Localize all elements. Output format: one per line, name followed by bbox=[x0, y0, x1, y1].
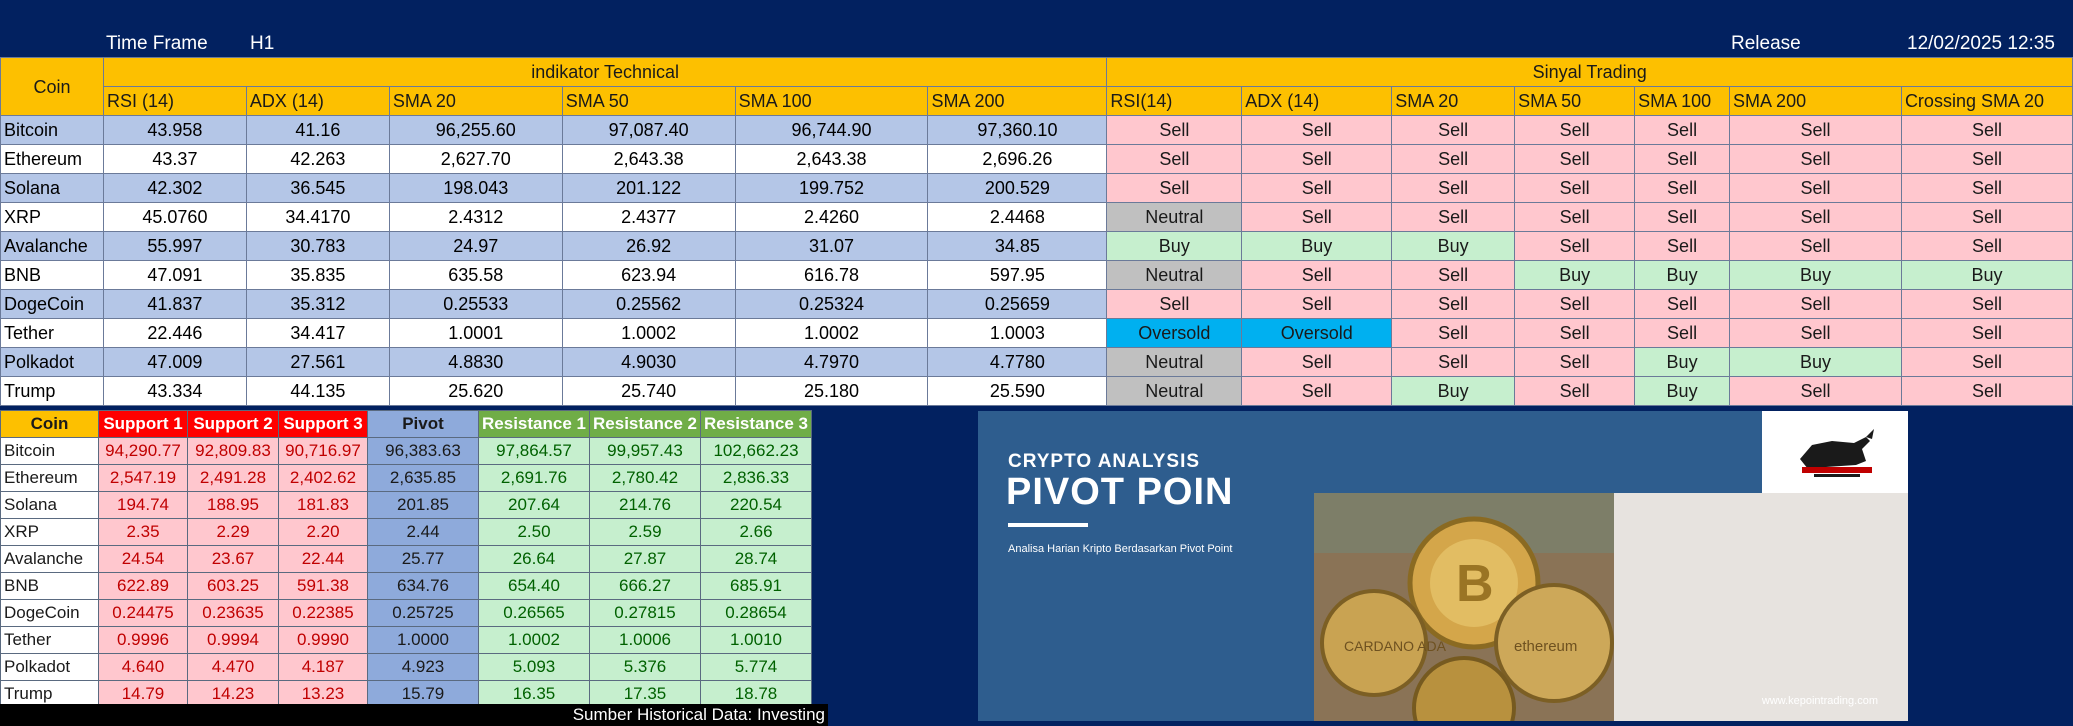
indicator-value-cell: 47.009 bbox=[103, 348, 246, 377]
coin-name-cell: Solana bbox=[1, 174, 104, 203]
signal-cell: Sell bbox=[1242, 203, 1392, 232]
resistance-cell: 5.376 bbox=[590, 654, 701, 681]
pivot-coin-cell: Bitcoin bbox=[1, 438, 99, 465]
signal-cell: Sell bbox=[1242, 290, 1392, 319]
table-row bbox=[1, 174, 2073, 203]
signal-cell: Sell bbox=[1730, 145, 1902, 174]
support-cell: 0.9990 bbox=[279, 627, 368, 654]
support-cell: 188.95 bbox=[188, 492, 279, 519]
support-cell: 181.83 bbox=[279, 492, 368, 519]
support-cell: 0.9996 bbox=[99, 627, 188, 654]
signal-cell: Sell bbox=[1515, 377, 1635, 406]
signal-cell: Sell bbox=[1392, 319, 1515, 348]
indicator-value-cell: 26.92 bbox=[562, 232, 735, 261]
signal-cell: Buy bbox=[1901, 261, 2072, 290]
indicator-value-cell: 25.590 bbox=[928, 377, 1107, 406]
resistance-cell: 685.91 bbox=[701, 573, 812, 600]
support-cell: 4.640 bbox=[99, 654, 188, 681]
crypto-analysis-banner bbox=[978, 411, 1908, 721]
signal-cell: Sell bbox=[1392, 348, 1515, 377]
indicator-value-cell: 34.4170 bbox=[246, 203, 389, 232]
release-value: 12/02/2025 12:35 bbox=[1907, 33, 2055, 54]
indicator-value-cell: 30.783 bbox=[246, 232, 389, 261]
signal-cell: Sell bbox=[1730, 290, 1902, 319]
column-header: SMA 50 bbox=[562, 87, 735, 116]
signal-cell: Sell bbox=[1515, 290, 1635, 319]
table-row bbox=[1, 290, 2073, 319]
signal-cell: Sell bbox=[1392, 174, 1515, 203]
signal-cell: Buy bbox=[1242, 232, 1392, 261]
resistance-cell: 2,836.33 bbox=[701, 465, 812, 492]
support-cell: 194.74 bbox=[99, 492, 188, 519]
pivot-cell: 2.44 bbox=[368, 519, 479, 546]
signal-cell: Sell bbox=[1635, 319, 1730, 348]
svg-text:B: B bbox=[1456, 555, 1494, 613]
signal-cell: Sell bbox=[1515, 203, 1635, 232]
signal-cell: Sell bbox=[1107, 145, 1242, 174]
indicator-value-cell: 31.07 bbox=[735, 232, 928, 261]
signal-cell: Buy bbox=[1730, 261, 1902, 290]
timeframe-label: Time Frame bbox=[106, 33, 208, 54]
timeframe-value: H1 bbox=[250, 33, 275, 54]
table-row bbox=[1, 261, 2073, 290]
signal-group-header: Sinyal Trading bbox=[1107, 58, 2073, 87]
signal-cell: Sell bbox=[1107, 290, 1242, 319]
support-cell: 603.25 bbox=[188, 573, 279, 600]
signal-cell: Sell bbox=[1730, 377, 1902, 406]
signal-cell: Neutral bbox=[1107, 261, 1242, 290]
pivot-row bbox=[1, 465, 812, 492]
indicator-value-cell: 2.4377 bbox=[562, 203, 735, 232]
banner-subtitle: CRYPTO ANALYSIS bbox=[1008, 451, 1201, 472]
signal-cell: Buy bbox=[1635, 348, 1730, 377]
indicator-value-cell: 2,643.38 bbox=[562, 145, 735, 174]
signal-cell: Sell bbox=[1242, 348, 1392, 377]
resistance-cell: 28.74 bbox=[701, 546, 812, 573]
signal-cell: Sell bbox=[1107, 174, 1242, 203]
resistance-cell: 220.54 bbox=[701, 492, 812, 519]
signal-cell: Buy bbox=[1515, 261, 1635, 290]
pivot-cell: 0.25725 bbox=[368, 600, 479, 627]
support-cell: 2.29 bbox=[188, 519, 279, 546]
pivot-cell: 25.77 bbox=[368, 546, 479, 573]
table-row bbox=[1, 348, 2073, 377]
resistance-cell: 99,957.43 bbox=[590, 438, 701, 465]
signal-cell: Sell bbox=[1392, 145, 1515, 174]
signal-cell: Oversold bbox=[1242, 319, 1392, 348]
signal-cell: Sell bbox=[1515, 116, 1635, 145]
indicator-value-cell: 43.334 bbox=[103, 377, 246, 406]
indicator-value-cell: 1.0002 bbox=[735, 319, 928, 348]
column-header: SMA 20 bbox=[1392, 87, 1515, 116]
signal-cell: Sell bbox=[1392, 290, 1515, 319]
pivot-cell: 4.923 bbox=[368, 654, 479, 681]
resistance-cell: 1.0006 bbox=[590, 627, 701, 654]
support-cell: 94,290.77 bbox=[99, 438, 188, 465]
indicator-value-cell: 0.25324 bbox=[735, 290, 928, 319]
support-cell: 4.470 bbox=[188, 654, 279, 681]
indicator-value-cell: 41.837 bbox=[103, 290, 246, 319]
indicator-value-cell: 0.25562 bbox=[562, 290, 735, 319]
pivot-cell: 201.85 bbox=[368, 492, 479, 519]
resistance-cell: 2,691.76 bbox=[479, 465, 590, 492]
indicator-value-cell: 43.958 bbox=[103, 116, 246, 145]
indicator-value-cell: 2.4260 bbox=[735, 203, 928, 232]
signal-cell: Sell bbox=[1392, 261, 1515, 290]
indicator-value-cell: 4.7780 bbox=[928, 348, 1107, 377]
resistance-cell: 5.093 bbox=[479, 654, 590, 681]
support-cell: 23.67 bbox=[188, 546, 279, 573]
resistance-cell: 17.35 bbox=[590, 681, 701, 708]
pivot-coin-cell: Tether bbox=[1, 627, 99, 654]
coin-name-cell: Tether bbox=[1, 319, 104, 348]
pivot-header-support-1: Support 1 bbox=[99, 411, 188, 438]
support-cell: 622.89 bbox=[99, 573, 188, 600]
signal-cell: Sell bbox=[1730, 232, 1902, 261]
signal-cell: Buy bbox=[1392, 377, 1515, 406]
table-row bbox=[1, 116, 2073, 145]
pivot-coin-cell: Avalanche bbox=[1, 546, 99, 573]
resistance-cell: 97,864.57 bbox=[479, 438, 590, 465]
coins-photo bbox=[1314, 493, 1614, 721]
signal-cell: Sell bbox=[1242, 261, 1392, 290]
signal-cell: Sell bbox=[1515, 232, 1635, 261]
signal-cell: Sell bbox=[1107, 116, 1242, 145]
pivot-row bbox=[1, 519, 812, 546]
support-cell: 13.23 bbox=[279, 681, 368, 708]
support-cell: 0.23635 bbox=[188, 600, 279, 627]
signal-cell: Sell bbox=[1392, 116, 1515, 145]
pivot-row bbox=[1, 492, 812, 519]
support-cell: 0.24475 bbox=[99, 600, 188, 627]
column-header: SMA 20 bbox=[389, 87, 562, 116]
signal-cell: Buy bbox=[1730, 348, 1902, 377]
pivot-cell: 2,635.85 bbox=[368, 465, 479, 492]
indicator-value-cell: 36.545 bbox=[246, 174, 389, 203]
coin-name-cell: Ethereum bbox=[1, 145, 104, 174]
signal-cell: Neutral bbox=[1107, 377, 1242, 406]
release-label: Release bbox=[1731, 33, 1801, 54]
banner-url: www.kepointrading.com bbox=[1761, 695, 1878, 707]
support-cell: 2,402.62 bbox=[279, 465, 368, 492]
support-cell: 90,716.97 bbox=[279, 438, 368, 465]
column-header: SMA 100 bbox=[1635, 87, 1730, 116]
coins-illustration bbox=[1314, 493, 1614, 721]
indicator-value-cell: 199.752 bbox=[735, 174, 928, 203]
pivot-header-support-3: Support 3 bbox=[279, 411, 368, 438]
support-cell: 14.23 bbox=[188, 681, 279, 708]
pivot-coin-cell: Ethereum bbox=[1, 465, 99, 492]
indicator-value-cell: 41.16 bbox=[246, 116, 389, 145]
signal-cell: Sell bbox=[1730, 174, 1902, 203]
resistance-cell: 2.59 bbox=[590, 519, 701, 546]
indicator-value-cell: 198.043 bbox=[389, 174, 562, 203]
indicator-value-cell: 25.180 bbox=[735, 377, 928, 406]
indicator-value-cell: 42.302 bbox=[103, 174, 246, 203]
pivot-cell: 96,383.63 bbox=[368, 438, 479, 465]
indicator-value-cell: 35.835 bbox=[246, 261, 389, 290]
signal-cell: Sell bbox=[1635, 290, 1730, 319]
signal-cell: Sell bbox=[1901, 174, 2072, 203]
pivot-row bbox=[1, 438, 812, 465]
pivot-header-resistance-3: Resistance 3 bbox=[701, 411, 812, 438]
indicator-value-cell: 4.7970 bbox=[735, 348, 928, 377]
pivot-row bbox=[1, 654, 812, 681]
indicator-value-cell: 34.85 bbox=[928, 232, 1107, 261]
signal-cell: Neutral bbox=[1107, 348, 1242, 377]
signal-cell: Sell bbox=[1515, 145, 1635, 174]
signal-cell: Sell bbox=[1635, 232, 1730, 261]
support-cell: 92,809.83 bbox=[188, 438, 279, 465]
indicator-table bbox=[0, 57, 2073, 406]
pivot-coin-cell: Polkadot bbox=[1, 654, 99, 681]
brand-logo bbox=[1762, 411, 1908, 493]
coin-name-cell: BNB bbox=[1, 261, 104, 290]
support-cell: 14.79 bbox=[99, 681, 188, 708]
resistance-cell: 26.64 bbox=[479, 546, 590, 573]
banner-divider bbox=[1008, 523, 1088, 527]
resistance-cell: 2.66 bbox=[701, 519, 812, 546]
pivot-table bbox=[0, 410, 812, 708]
signal-cell: Sell bbox=[1515, 348, 1635, 377]
pivot-header-resistance-2: Resistance 2 bbox=[590, 411, 701, 438]
indicator-value-cell: 200.529 bbox=[928, 174, 1107, 203]
resistance-cell: 666.27 bbox=[590, 573, 701, 600]
support-cell: 0.9994 bbox=[188, 627, 279, 654]
pivot-cell: 15.79 bbox=[368, 681, 479, 708]
signal-cell: Sell bbox=[1515, 319, 1635, 348]
signal-cell: Buy bbox=[1635, 377, 1730, 406]
signal-cell: Sell bbox=[1901, 348, 2072, 377]
pivot-coin-cell: Solana bbox=[1, 492, 99, 519]
signal-cell: Sell bbox=[1901, 203, 2072, 232]
indicator-value-cell: 623.94 bbox=[562, 261, 735, 290]
column-header: SMA 200 bbox=[1730, 87, 1902, 116]
support-cell: 24.54 bbox=[99, 546, 188, 573]
signal-cell: Sell bbox=[1392, 203, 1515, 232]
signal-cell: Sell bbox=[1242, 377, 1392, 406]
indicator-value-cell: 47.091 bbox=[103, 261, 246, 290]
indicator-value-cell: 2,643.38 bbox=[735, 145, 928, 174]
indicator-value-cell: 97,360.10 bbox=[928, 116, 1107, 145]
banner-title: PIVOT POIN bbox=[1006, 471, 1234, 513]
signal-cell: Sell bbox=[1901, 377, 2072, 406]
source-note-text: Sumber Historical Data: Investing bbox=[572, 705, 825, 724]
signal-cell: Buy bbox=[1392, 232, 1515, 261]
indicator-value-cell: 96,744.90 bbox=[735, 116, 928, 145]
pivot-header-pivot: Pivot bbox=[368, 411, 479, 438]
coin-name-cell: DogeCoin bbox=[1, 290, 104, 319]
column-header: ADX (14) bbox=[246, 87, 389, 116]
signal-cell: Sell bbox=[1635, 203, 1730, 232]
resistance-cell: 1.0010 bbox=[701, 627, 812, 654]
signal-cell: Sell bbox=[1242, 174, 1392, 203]
indicator-value-cell: 2.4312 bbox=[389, 203, 562, 232]
table-row bbox=[1, 377, 2073, 406]
pivot-row bbox=[1, 573, 812, 600]
signal-cell: Sell bbox=[1730, 319, 1902, 348]
table-row bbox=[1, 145, 2073, 174]
column-header: RSI (14) bbox=[103, 87, 246, 116]
source-note bbox=[0, 704, 828, 726]
support-cell: 2,491.28 bbox=[188, 465, 279, 492]
resistance-cell: 2,780.42 bbox=[590, 465, 701, 492]
signal-cell: Sell bbox=[1901, 145, 2072, 174]
bull-logo-icon bbox=[1762, 411, 1908, 493]
indicator-value-cell: 96,255.60 bbox=[389, 116, 562, 145]
signal-cell: Sell bbox=[1901, 319, 2072, 348]
indicator-value-cell: 0.25659 bbox=[928, 290, 1107, 319]
indicator-value-cell: 1.0003 bbox=[928, 319, 1107, 348]
resistance-cell: 0.26565 bbox=[479, 600, 590, 627]
indicator-value-cell: 45.0760 bbox=[103, 203, 246, 232]
indicator-value-cell: 25.620 bbox=[389, 377, 562, 406]
resistance-cell: 207.64 bbox=[479, 492, 590, 519]
resistance-cell: 5.774 bbox=[701, 654, 812, 681]
support-cell: 22.44 bbox=[279, 546, 368, 573]
resistance-cell: 102,662.23 bbox=[701, 438, 812, 465]
pivot-cell: 634.76 bbox=[368, 573, 479, 600]
pivot-header-coin: Coin bbox=[1, 411, 99, 438]
support-cell: 4.187 bbox=[279, 654, 368, 681]
column-header: RSI(14) bbox=[1107, 87, 1242, 116]
indicator-value-cell: 34.417 bbox=[246, 319, 389, 348]
indicator-value-cell: 4.8830 bbox=[389, 348, 562, 377]
column-header: SMA 50 bbox=[1515, 87, 1635, 116]
indicator-value-cell: 27.561 bbox=[246, 348, 389, 377]
support-cell: 0.22385 bbox=[279, 600, 368, 627]
indicator-value-cell: 2.4468 bbox=[928, 203, 1107, 232]
pivot-cell: 1.0000 bbox=[368, 627, 479, 654]
resistance-cell: 1.0002 bbox=[479, 627, 590, 654]
indicator-value-cell: 55.997 bbox=[103, 232, 246, 261]
table-row bbox=[1, 319, 2073, 348]
coin-label-ada: CARDANO ADA bbox=[1344, 638, 1446, 654]
support-cell: 2.35 bbox=[99, 519, 188, 546]
indicator-value-cell: 0.25533 bbox=[389, 290, 562, 319]
signal-cell: Buy bbox=[1107, 232, 1242, 261]
signal-cell: Neutral bbox=[1107, 203, 1242, 232]
indicator-group-header: indikator Technical bbox=[103, 58, 1106, 87]
pivot-header-resistance-1: Resistance 1 bbox=[479, 411, 590, 438]
resistance-cell: 27.87 bbox=[590, 546, 701, 573]
resistance-cell: 654.40 bbox=[479, 573, 590, 600]
column-header: SMA 100 bbox=[735, 87, 928, 116]
pivot-coin-cell: DogeCoin bbox=[1, 600, 99, 627]
signal-cell: Sell bbox=[1901, 290, 2072, 319]
resistance-cell: 214.76 bbox=[590, 492, 701, 519]
signal-cell: Sell bbox=[1515, 174, 1635, 203]
indicator-value-cell: 25.740 bbox=[562, 377, 735, 406]
coin-name-cell: Avalanche bbox=[1, 232, 104, 261]
pivot-coin-cell: XRP bbox=[1, 519, 99, 546]
resistance-cell: 2.50 bbox=[479, 519, 590, 546]
column-header: Crossing SMA 20 bbox=[1901, 87, 2072, 116]
coin-label-ethereum: ethereum bbox=[1514, 638, 1578, 655]
coin-name-cell: Trump bbox=[1, 377, 104, 406]
indicator-value-cell: 616.78 bbox=[735, 261, 928, 290]
column-header: SMA 200 bbox=[928, 87, 1107, 116]
column-header: ADX (14) bbox=[1242, 87, 1392, 116]
support-cell: 2,547.19 bbox=[99, 465, 188, 492]
indicator-value-cell: 44.135 bbox=[246, 377, 389, 406]
signal-cell: Sell bbox=[1730, 203, 1902, 232]
pivot-coin-cell: BNB bbox=[1, 573, 99, 600]
signal-cell: Sell bbox=[1242, 116, 1392, 145]
support-cell: 591.38 bbox=[279, 573, 368, 600]
pivot-row bbox=[1, 627, 812, 654]
pivot-coin-cell: Trump bbox=[1, 681, 99, 708]
banner-description: Analisa Harian Kripto Berdasarkan Pivot Point bbox=[1008, 543, 1233, 555]
signal-cell: Sell bbox=[1901, 232, 2072, 261]
signal-cell: Sell bbox=[1635, 145, 1730, 174]
indicator-value-cell: 2,696.26 bbox=[928, 145, 1107, 174]
coin-header: Coin bbox=[1, 58, 104, 116]
table-row bbox=[1, 232, 2073, 261]
pivot-header-support-2: Support 2 bbox=[188, 411, 279, 438]
indicator-value-cell: 4.9030 bbox=[562, 348, 735, 377]
indicator-value-cell: 43.37 bbox=[103, 145, 246, 174]
coin-name-cell: Bitcoin bbox=[1, 116, 104, 145]
coin-name-cell: XRP bbox=[1, 203, 104, 232]
indicator-value-cell: 97,087.40 bbox=[562, 116, 735, 145]
indicator-value-cell: 597.95 bbox=[928, 261, 1107, 290]
pivot-row bbox=[1, 600, 812, 627]
signal-cell: Sell bbox=[1901, 116, 2072, 145]
table-row bbox=[1, 203, 2073, 232]
signal-cell: Sell bbox=[1242, 145, 1392, 174]
indicator-value-cell: 201.122 bbox=[562, 174, 735, 203]
resistance-cell: 0.27815 bbox=[590, 600, 701, 627]
indicator-value-cell: 1.0002 bbox=[562, 319, 735, 348]
resistance-cell: 0.28654 bbox=[701, 600, 812, 627]
indicator-value-cell: 2,627.70 bbox=[389, 145, 562, 174]
indicator-value-cell: 635.58 bbox=[389, 261, 562, 290]
coin-name-cell: Polkadot bbox=[1, 348, 104, 377]
indicator-value-cell: 22.446 bbox=[103, 319, 246, 348]
indicator-value-cell: 24.97 bbox=[389, 232, 562, 261]
resistance-cell: 16.35 bbox=[479, 681, 590, 708]
indicator-value-cell: 1.0001 bbox=[389, 319, 562, 348]
indicator-value-cell: 42.263 bbox=[246, 145, 389, 174]
signal-cell: Sell bbox=[1730, 116, 1902, 145]
indicator-value-cell: 35.312 bbox=[246, 290, 389, 319]
resistance-cell: 18.78 bbox=[701, 681, 812, 708]
signal-cell: Sell bbox=[1635, 174, 1730, 203]
signal-cell: Oversold bbox=[1107, 319, 1242, 348]
signal-cell: Sell bbox=[1635, 116, 1730, 145]
signal-cell: Buy bbox=[1635, 261, 1730, 290]
pivot-row bbox=[1, 546, 812, 573]
support-cell: 2.20 bbox=[279, 519, 368, 546]
